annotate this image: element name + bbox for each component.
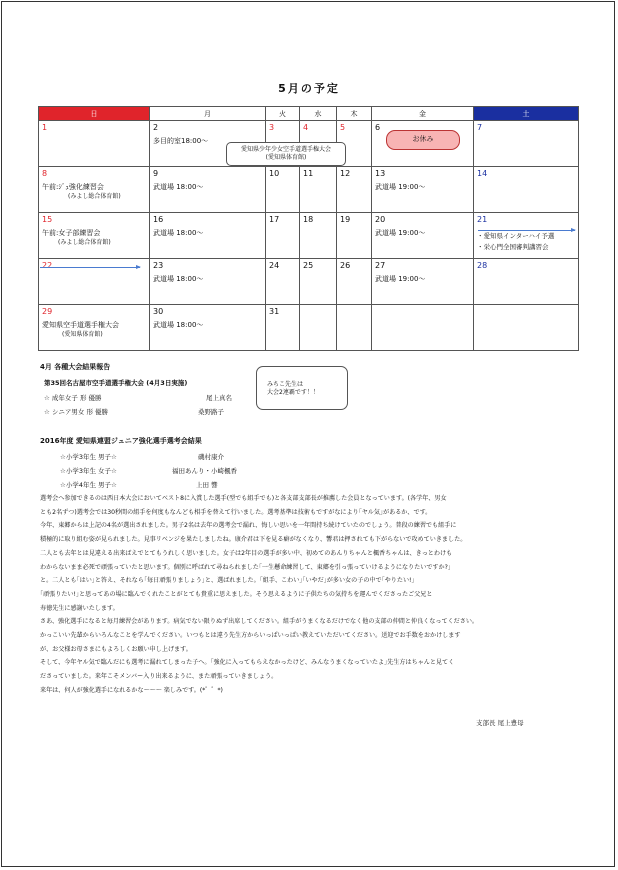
day-number: 7 — [477, 123, 483, 132]
callout-line: (愛知県体育館) — [265, 154, 307, 161]
day-cell — [337, 167, 372, 213]
event-text: 午前:ｼﾞｭ強化練習会 — [42, 183, 104, 191]
event-span-arrow — [40, 267, 140, 268]
day-cell — [39, 167, 150, 213]
day-number: 29 — [42, 307, 53, 316]
signature: 支部長 尾上豊母 — [476, 719, 524, 727]
day-number: 1 — [42, 123, 48, 132]
weekday-header-row — [39, 107, 579, 121]
event-text: 武道場 19:00〜 — [375, 183, 426, 191]
event-text: 武道場 18:00〜 — [153, 321, 204, 329]
result-name: 尾上真名 — [206, 394, 232, 402]
body-line: ださっていました。来年こそメンバー入り出来るように、また頑張っていきましょう。 — [40, 673, 278, 681]
body-line: わからないまま必死で頑張っていたと思います。個別に呼ばれて尋ねられました｢一生懸命練習して、東郷を引っ張っていけるようになりたいですか?」 — [40, 563, 454, 571]
holiday-badge: お休み — [386, 130, 460, 150]
event-venue: (愛知県体育館) — [62, 331, 103, 338]
day-cell — [474, 213, 579, 259]
day-number: 28 — [477, 261, 488, 270]
day-number: 11 — [303, 169, 314, 178]
event-text: 愛知県空手道選手権大会 — [42, 321, 119, 329]
body-line: とも2名ずつ)選考会では30秒間の組手を何度もなんども相手を替えて行いました。選考基準は技術もですがなにより｢ヤル気｣があるか、です。 — [40, 508, 432, 516]
result-name: 福田あんり・小崎楓香 — [172, 467, 237, 475]
day-number: 25 — [303, 261, 314, 270]
day-cell — [300, 167, 337, 213]
day-number: 16 — [153, 215, 164, 224]
event-text: 多目的室18:00〜 — [153, 137, 209, 145]
page-title: 5月の予定 — [278, 82, 340, 95]
result-name: 上田 響 — [196, 481, 218, 489]
weekday-sat: 土 — [474, 107, 579, 121]
day-number: 3 — [269, 123, 275, 132]
day-cell — [337, 305, 372, 351]
week-row — [39, 305, 579, 351]
day-cell — [150, 213, 266, 259]
day-cell — [150, 305, 266, 351]
day-number: 2 — [153, 123, 159, 132]
day-cell — [150, 167, 266, 213]
body-line: が、お父様お母さまにもよろしくお願い申し上げます。 — [40, 645, 192, 653]
body-line: 寿徳先生に感謝いたします。 — [40, 604, 119, 612]
weekday-wed: 水 — [300, 107, 337, 121]
weekday-tue: 火 — [266, 107, 300, 121]
result-label: ☆ シニア男女 形 優勝 — [44, 408, 109, 416]
day-cell — [372, 259, 474, 305]
day-cell — [300, 259, 337, 305]
callout-line: 大会2連覇です！！ — [267, 389, 319, 396]
day-number: 14 — [477, 169, 488, 178]
day-number: 17 — [269, 215, 280, 224]
event-text: 武道場 18:00〜 — [153, 229, 204, 237]
event-text: 武道場 19:00〜 — [375, 275, 426, 283]
day-number: 18 — [303, 215, 314, 224]
day-cell — [150, 259, 266, 305]
day-number: 24 — [269, 261, 280, 270]
day-number: 27 — [375, 261, 386, 270]
day-cell — [266, 305, 300, 351]
message-body — [40, 492, 580, 698]
day-number: 5 — [340, 123, 346, 132]
event-text: ・愛知県インターハイ予選 — [477, 232, 555, 240]
body-line: 来年は、何人が強化選手になれるかな〜〜〜 楽しみです。(*゜゜*) — [40, 686, 223, 694]
day-number: 26 — [340, 261, 351, 270]
day-number: 10 — [269, 169, 280, 178]
callout-line: 愛知県少年少女空手道選手権大会 — [240, 146, 331, 153]
junior-heading: 2016年度 愛知県連盟ジュニア強化選手選考会結果 — [40, 437, 202, 445]
body-line: かっこいい先輩からいろんなことを学んでください。いつもとは違う先生方からいっぱいっぱい教えていただいてください。送迎でお手数をおかけします — [40, 632, 461, 640]
day-number: 13 — [375, 169, 386, 178]
day-number: 21 — [477, 215, 488, 224]
day-cell — [39, 305, 150, 351]
result-name: 桑野路子 — [198, 408, 224, 416]
day-cell — [474, 167, 579, 213]
comment-callout — [256, 366, 348, 410]
day-cell — [266, 213, 300, 259]
day-cell — [39, 259, 150, 305]
body-line: 今年、東郷からは上記の4名が選出されました。男子2名は去年の選考会で漏れ、悔しい思いを一年間持ち続けていたのでしょう。普段の練習でも組手に — [40, 522, 457, 530]
day-cell — [474, 121, 579, 167]
day-cell — [337, 259, 372, 305]
day-number: 9 — [153, 169, 159, 178]
event-callout — [226, 142, 346, 166]
result-label: ☆小学3年生 女子☆ — [60, 467, 117, 475]
day-number: 15 — [42, 215, 53, 224]
event-text: 午前:女子部練習会 — [42, 229, 101, 237]
day-cell — [266, 167, 300, 213]
day-number: 4 — [303, 123, 309, 132]
body-line: さあ、強化選手になると毎月練習会があります。病気でない限りぬず出席してください。組手がうまくなるだけでなく他の支部の仲間と仲良くなってください。 — [40, 618, 479, 626]
result-label: ☆ 成年女子 形 優勝 — [44, 394, 102, 402]
week-row — [39, 167, 579, 213]
weekday-thu: 木 — [337, 107, 372, 121]
body-line: ｢頑張りたい!｣と思ってあの場に臨んでくれたことがとても貴重に思えました。そう思えるように子供たちの気持ちを運んでくださったご父兄と — [40, 590, 433, 598]
day-cell — [266, 259, 300, 305]
body-line: 積極的に取り組む姿が見られました。見事リベンジを果たしましたね。康介君は下を見る癖がなくなり、響君は押されても下がらないで攻めていきました。 — [40, 536, 467, 544]
day-number: 8 — [42, 169, 48, 178]
april-heading: 4月 各種大会結果報告 — [40, 363, 111, 371]
day-cell — [474, 305, 579, 351]
callout-line: みちこ先生は — [267, 381, 304, 388]
event-span-arrow — [478, 230, 575, 231]
day-number: 20 — [375, 215, 386, 224]
day-number: 31 — [269, 307, 280, 316]
weekday-mon: 月 — [150, 107, 266, 121]
day-cell — [39, 121, 150, 167]
day-cell — [372, 213, 474, 259]
day-cell — [372, 167, 474, 213]
body-line: 二人とも去年とは見違える出来ばえでとてもうれしく思いました。女子は2年目の選手が多い中、初めてのあんりちゃんと楓香ちゃんは、きっとわけも — [40, 549, 453, 557]
day-cell — [372, 305, 474, 351]
day-number: 22 — [42, 261, 53, 270]
weekday-fri: 金 — [372, 107, 474, 121]
day-number: 30 — [153, 307, 164, 316]
body-line: と。二人とも｢はい｣と答え、それなら｢毎日頑張りましょう｣と、選ばれました。｢組手、こわい｣｢いやだ｣が多い女の子の中で｢やりたい!｣ — [40, 577, 415, 585]
body-line: そして、今年ヤル気で臨んだにも選考に漏れてしまった子へ。｢強化に入ってもらえなかったけど、みんなうまくなっていたよ｣先生方はちゃんと見てく — [40, 659, 455, 667]
day-number: 12 — [340, 169, 351, 178]
event-text: 武道場 18:00〜 — [153, 183, 204, 191]
day-cell — [39, 213, 150, 259]
day-number: 23 — [153, 261, 164, 270]
event-text: 武道場 18:00〜 — [153, 275, 204, 283]
day-cell — [474, 259, 579, 305]
weekday-sun: 日 — [39, 107, 150, 121]
week-row — [39, 259, 579, 305]
day-cell — [300, 213, 337, 259]
day-cell — [337, 213, 372, 259]
week-row — [39, 213, 579, 259]
day-number: 6 — [375, 123, 381, 132]
result-label: ☆小学3年生 男子☆ — [60, 453, 117, 461]
event-venue: (みよし総合体育館) — [68, 193, 121, 200]
event-text: ・栄心門全国審判講習会 — [477, 243, 549, 251]
event-venue: (みよし総合体育館) — [58, 239, 111, 246]
day-cell — [300, 305, 337, 351]
result-name: 磯村康介 — [198, 453, 224, 461]
day-number: 19 — [340, 215, 351, 224]
result-label: ☆小学4年生 男子☆ — [60, 481, 117, 489]
event-text: 武道場 19:00〜 — [375, 229, 426, 237]
body-line: 選考会へ参加できるのは西日本大会においてベスト8に入賞した選手(型でも組手でも)と各支部支部長が推薦した会員となっています。(各学年、男女 — [40, 495, 447, 502]
april-subheading: 第35回名古屋市空手道選手権大会 (4月3日実施) — [44, 379, 188, 387]
